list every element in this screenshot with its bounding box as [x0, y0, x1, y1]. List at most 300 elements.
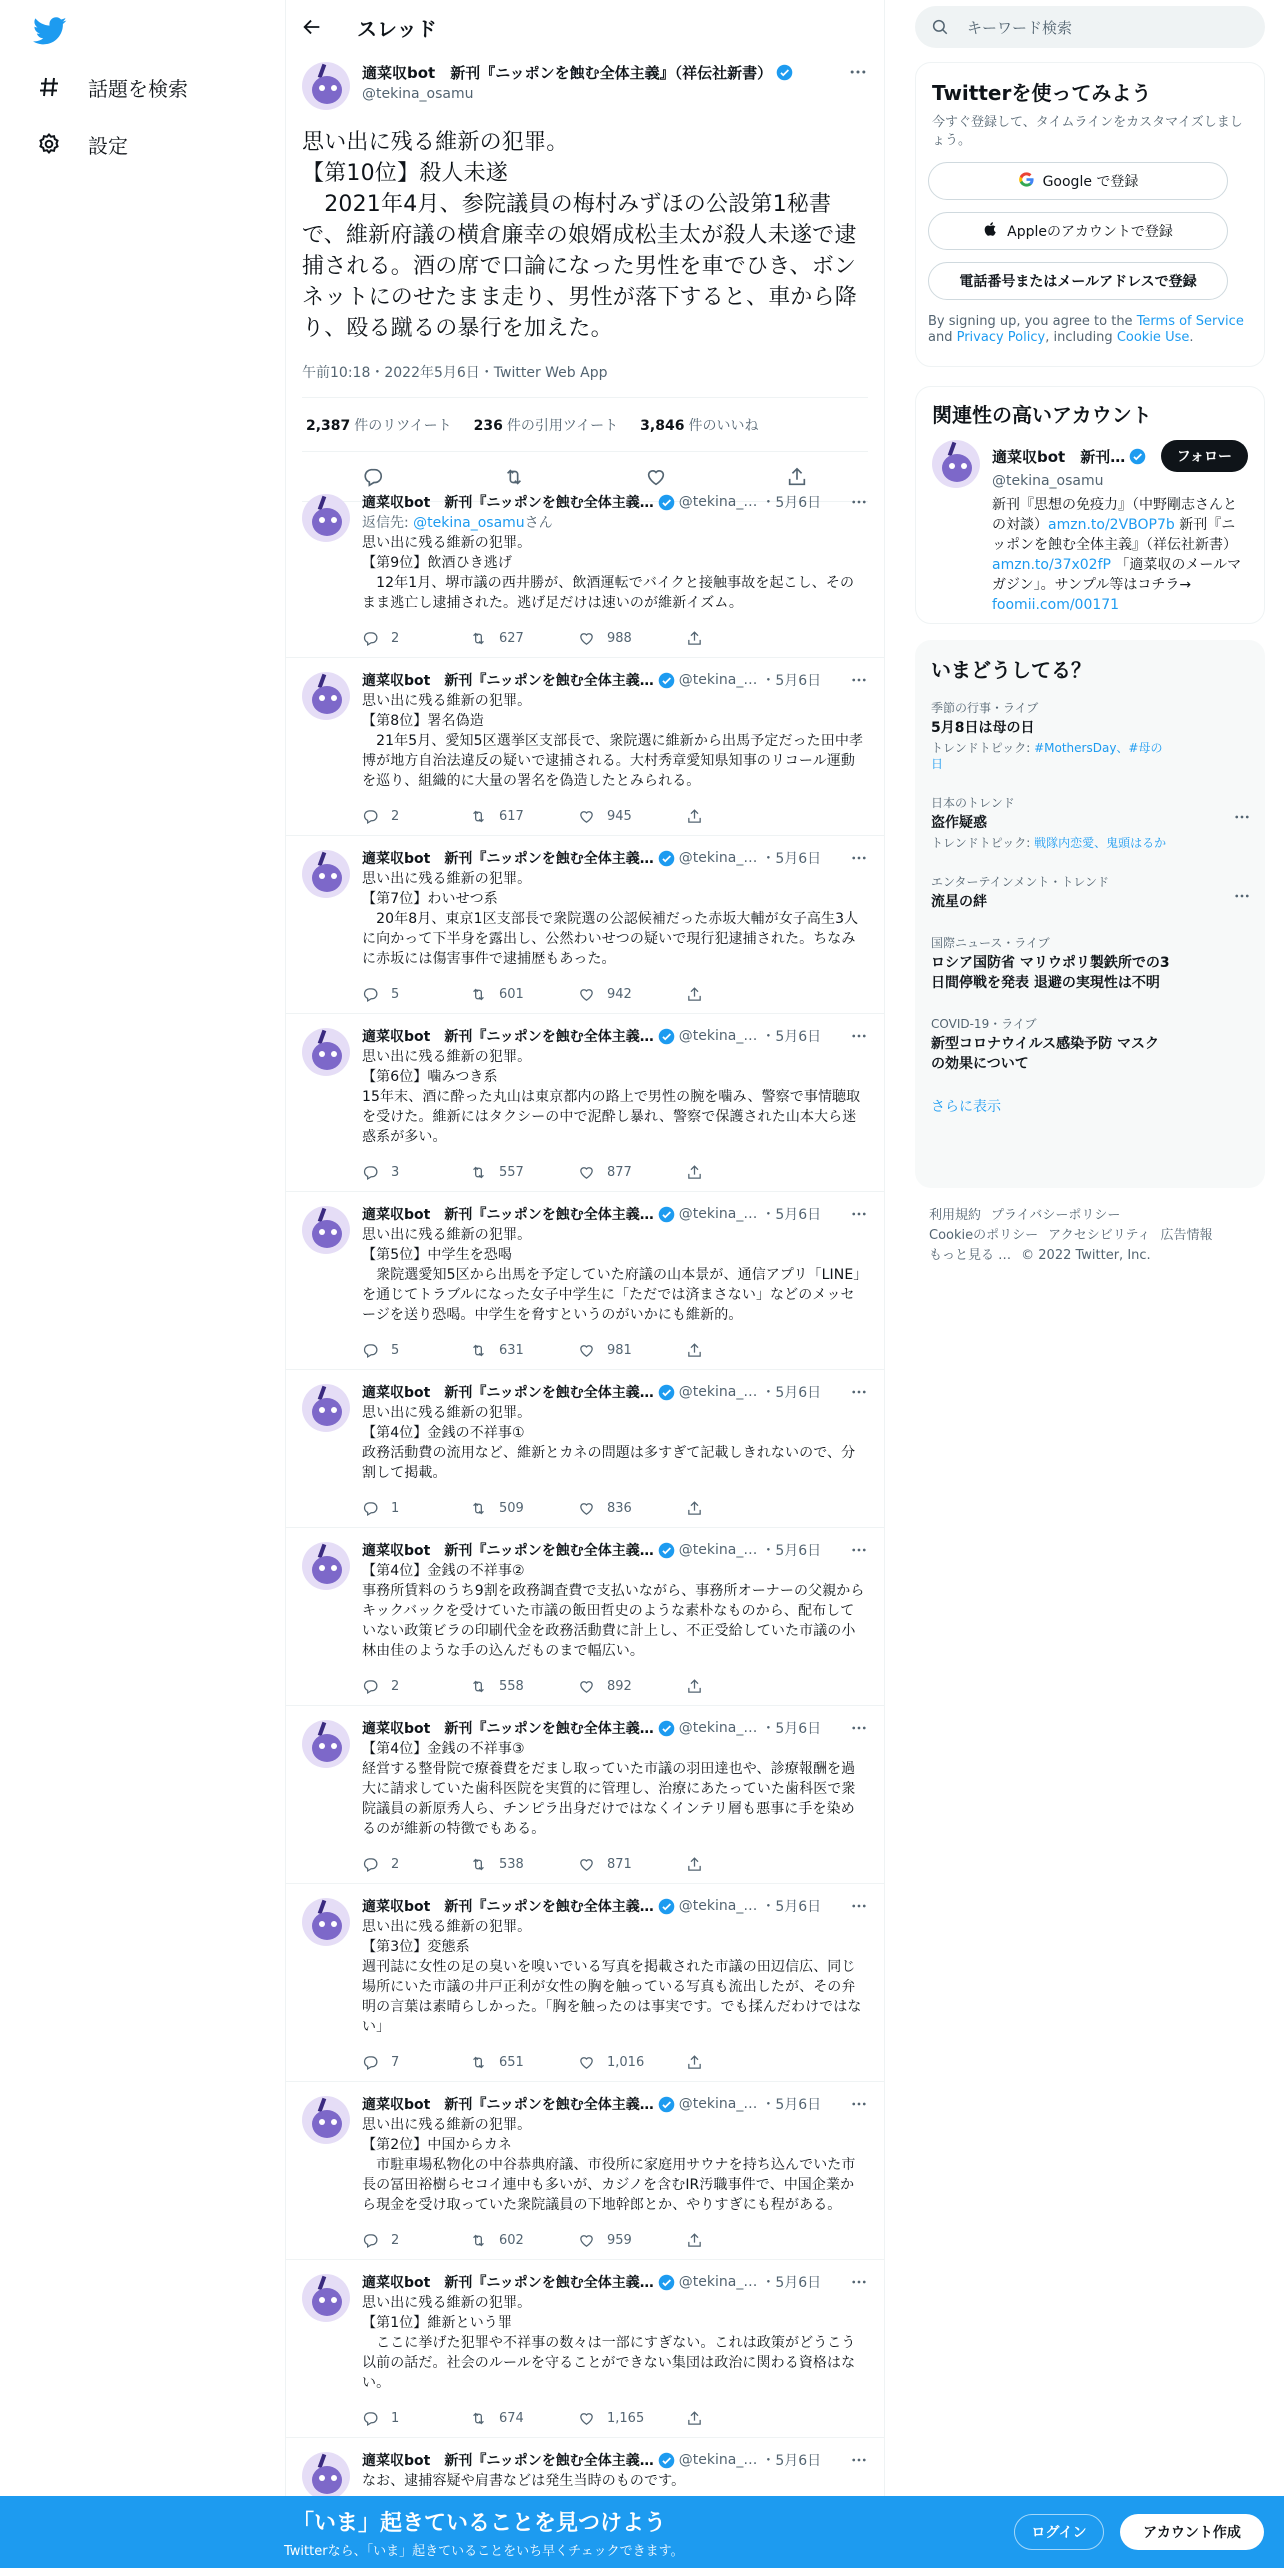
- reply-tweet[interactable]: [286, 2260, 884, 2438]
- reply-timestamp[interactable]: ・5月6日: [761, 1543, 822, 1559]
- share-icon: [686, 2410, 703, 2427]
- footer-accessibility[interactable]: アクセシビリティ: [1048, 1228, 1151, 1243]
- like-count: 1,016: [607, 2054, 645, 2070]
- main-tweet: [286, 56, 884, 502]
- retweet-count: 557: [499, 1164, 524, 1180]
- reply-button[interactable]: [362, 2054, 470, 2071]
- trend-name: 新型コロナウイルス感染予防 マスクの効果について: [931, 1036, 1160, 1072]
- related-account-name[interactable]: 適菜収bot 新刊…: [992, 446, 1161, 467]
- retweet-icon: [470, 2054, 487, 2071]
- search-input[interactable]: [915, 6, 1265, 48]
- tweet-stats: [302, 398, 868, 452]
- reply-count: 1: [391, 2410, 400, 2426]
- retweet-count: 602: [499, 2232, 524, 2248]
- verified-badge-icon: [658, 1384, 675, 1401]
- retweet-count: 538: [499, 1856, 524, 1872]
- page-title: スレッド: [357, 16, 437, 41]
- retweet-button[interactable]: [470, 1856, 578, 1873]
- like-button[interactable]: [578, 1500, 686, 1517]
- avatar[interactable]: [932, 440, 980, 488]
- nav-explore[interactable]: [36, 67, 188, 107]
- retweet-button[interactable]: [470, 1678, 578, 1695]
- related-account[interactable]: [916, 428, 1264, 631]
- reply-actions: [362, 1489, 868, 1527]
- reply-timestamp[interactable]: ・5月6日: [761, 1385, 822, 1401]
- share-icon: [686, 1856, 703, 1873]
- reply-to-handle[interactable]: @tekina_osamu: [413, 515, 525, 531]
- avatar[interactable]: [302, 2274, 350, 2322]
- follow-button[interactable]: フォロー: [1161, 440, 1248, 472]
- reply-count: 5: [391, 1342, 400, 1358]
- trend-item[interactable]: [915, 699, 1265, 772]
- tweet-text: 思い出に残る維新の犯罪。 【第10位】殺人未遂 2021年4月、参院議員の梅村みずほの公設第1秘書で、維新府議の横倉廉幸の娘婿成松圭太が殺人未遂で逮捕される。酒の席で口論になった男性を車でひき、ボンネットにのせたまま走り、男性が落下すると、車から降り、殴る蹴るの暴行を加えた。: [302, 130, 858, 341]
- reply-author-handle[interactable]: @tekina_…: [678, 2096, 758, 2112]
- related-title: 関連性の高いアカウント: [932, 403, 1152, 427]
- footer-more[interactable]: もっと見る …: [929, 1248, 1012, 1263]
- reply-timestamp[interactable]: ・5月6日: [761, 851, 822, 867]
- phone-signup-button[interactable]: [928, 262, 1228, 300]
- reply-count: 2: [391, 2232, 400, 2248]
- apple-logo-icon: [983, 221, 999, 241]
- reply-timestamp[interactable]: ・5月6日: [761, 2097, 822, 2113]
- google-signup-label: Google で登録: [1042, 174, 1139, 190]
- trend-name: 盗作疑惑: [931, 815, 987, 831]
- reply-text: 思い出に残る維新の犯罪。 【第4位】金銭の不祥事① 政務活動費の流用など、維新とカネの問題は多すぎて記載しきれないので、分割して掲載。: [362, 1405, 856, 1481]
- reply-timestamp[interactable]: ・5月6日: [761, 495, 822, 511]
- like-count: 988: [607, 630, 632, 646]
- reply-icon: [362, 1500, 379, 1517]
- more-options-icon[interactable]: [850, 671, 868, 689]
- like-button[interactable]: [578, 1678, 686, 1695]
- trend-item[interactable]: [915, 1015, 1265, 1074]
- retweet-button[interactable]: [470, 2054, 578, 2071]
- retweet-count: 509: [499, 1500, 524, 1516]
- trend-name: 5月8日は母の日: [931, 720, 1035, 736]
- reply-actions: [362, 619, 868, 657]
- retweet-button[interactable]: [470, 2410, 578, 2427]
- like-count[interactable]: 3,846 件のいいね: [640, 417, 759, 434]
- trend-name: ロシア国防省 マリウポリ製鉄所での3日間停戦を発表 退避の実現性は不明: [931, 955, 1170, 991]
- left-nav: [0, 0, 284, 2568]
- like-icon: [578, 1342, 595, 1359]
- gear-icon: [36, 131, 62, 157]
- reply-icon: [362, 2054, 379, 2071]
- share-button[interactable]: [686, 1164, 794, 1181]
- more-options-icon[interactable]: [850, 2095, 868, 2113]
- back-arrow-icon[interactable]: [301, 16, 323, 38]
- like-count: 1,165: [607, 2410, 645, 2426]
- search-icon: [931, 18, 949, 36]
- like-icon: [578, 2410, 595, 2427]
- reply-actions: [362, 1153, 868, 1191]
- reply-author-name[interactable]: 適菜収bot 新刊『ニッポンを蝕む全体主義…: [362, 2275, 654, 2291]
- more-options-icon[interactable]: [850, 1897, 868, 1915]
- show-more-link[interactable]: さらに表示: [931, 1099, 1001, 1115]
- retweet-button[interactable]: [470, 2232, 578, 2249]
- retweet-icon: [470, 1164, 487, 1181]
- reply-author-name[interactable]: 適菜収bot 新刊『ニッポンを蝕む全体主義…: [362, 1029, 654, 1045]
- share-button[interactable]: [686, 630, 794, 647]
- reply-author-handle[interactable]: @tekina_…: [678, 2274, 758, 2290]
- verified-badge-icon: [658, 1206, 675, 1223]
- bio-link-3[interactable]: foomii.com/00171: [992, 597, 1120, 613]
- more-options-icon[interactable]: [850, 2451, 868, 2469]
- more-options-icon[interactable]: [850, 1541, 868, 1559]
- verified-badge-icon: [658, 2096, 675, 2113]
- related-account-bio: 新刊『思想の免疫力』（中野剛志さんとの対談）amzn.to/2VBOP7b 新刊『ニッポンを蝕む全体主義』（祥伝社新書）amzn.to/37x02fP 「適菜収のメールマガジン」。サンプル等はコチラ→ foomii.com/00171: [992, 497, 1242, 613]
- author-name[interactable]: 適菜収bot 新刊『ニッポンを蝕む全体主義』（祥伝社新書）: [362, 62, 848, 83]
- retweet-count[interactable]: 2,387 件のリツイート: [306, 417, 452, 434]
- reply-actions: [362, 2221, 868, 2259]
- reply-actions: [362, 2043, 868, 2081]
- avatar[interactable]: [302, 1720, 350, 1768]
- reply-timestamp[interactable]: ・5月6日: [761, 1899, 822, 1915]
- reply-list: [286, 480, 884, 2536]
- trend-category: 日本のトレンド: [931, 796, 1015, 810]
- reply-timestamp[interactable]: ・5月6日: [761, 1207, 822, 1223]
- verified-badge-icon: [658, 672, 675, 689]
- more-options-icon[interactable]: [848, 62, 868, 82]
- reply-author-name[interactable]: 適菜収bot 新刊『ニッポンを蝕む全体主義…: [362, 1385, 654, 1401]
- reply-author-handle[interactable]: @tekina_…: [678, 1384, 758, 1400]
- like-icon: [578, 1164, 595, 1181]
- reply-button[interactable]: [362, 2410, 470, 2427]
- related-accounts-panel: [915, 386, 1265, 624]
- reply-tweet[interactable]: [286, 836, 884, 1014]
- reply-tweet[interactable]: [286, 1370, 884, 1528]
- reply-author-handle[interactable]: @tekina_…: [678, 1898, 758, 1914]
- like-icon: [578, 1678, 595, 1695]
- like-button[interactable]: [578, 986, 686, 1003]
- reply-text: 思い出に残る維新の犯罪。 【第3位】変態系 週刊誌に女性の足の臭いを嗅いでいる写真を掲載された市議の田辺信広、同じ場所にいた市議の井戸正利が女性の胸を触っている写真も流出したが、その弁明の言葉は素晴らしかった。「胸を触ったのは事実です。でも揉んだわけではない」: [362, 1919, 862, 2035]
- banner-title: 「いま」起きていることを見つけよう: [292, 2511, 667, 2536]
- verified-badge-icon: [658, 1028, 675, 1045]
- like-button[interactable]: [578, 630, 686, 647]
- like-count: 981: [607, 1342, 632, 1358]
- bio-link-2[interactable]: amzn.to/37x02fP: [992, 557, 1111, 573]
- share-icon: [686, 1500, 703, 1517]
- like-button[interactable]: [578, 808, 686, 825]
- like-count: 877: [607, 1164, 632, 1180]
- share-icon: [686, 2232, 703, 2249]
- reply-icon: [362, 986, 379, 1003]
- nav-settings-label: 設定: [88, 133, 128, 158]
- retweet-icon: [470, 808, 487, 825]
- cookie-link[interactable]: Cookie Use: [1116, 330, 1190, 345]
- share-button[interactable]: [686, 2054, 794, 2071]
- reply-button[interactable]: [362, 1500, 470, 1517]
- avatar[interactable]: [302, 62, 350, 110]
- avatar[interactable]: [302, 2096, 350, 2144]
- thread-header: [286, 0, 884, 54]
- more-options-icon[interactable]: [1233, 808, 1251, 826]
- retweet-count: 558: [499, 1678, 524, 1694]
- nav-explore-label: 話題を検索: [88, 76, 188, 101]
- share-button[interactable]: [686, 986, 794, 1003]
- reply-author-name[interactable]: 適菜収bot 新刊『ニッポンを蝕む全体主義…: [362, 2097, 654, 2113]
- more-options-icon[interactable]: [850, 1383, 868, 1401]
- avatar[interactable]: [302, 1028, 350, 1076]
- google-signup-button[interactable]: [928, 162, 1228, 200]
- reply-text: 思い出に残る維新の犯罪。 【第5位】中学生を恐喝 衆院選愛知5区から出馬を予定していた府議の山本景が、通信アプリ「LINE」を通じてトラブルになった女子中学生に「ただでは済まさない」などのメッセージを送り恐喝。中学生を脅すというのがいかにも維新的。: [362, 1227, 868, 1323]
- like-count: 836: [607, 1500, 632, 1516]
- retweet-button[interactable]: [470, 986, 578, 1003]
- share-icon: [686, 808, 703, 825]
- reply-count: 2: [391, 1856, 400, 1872]
- reply-text: 思い出に残る維新の犯罪。 【第6位】噛みつき系 15年末、酒に酔った丸山は東京都内の路上で男性の腕を噛み、警察で事情聴取を受けた。維新にはタクシーの中で泥酔し暴れ、警察で保護された山本大ら迷惑系が多い。: [362, 1049, 861, 1145]
- reply-text: なお、逮捕容疑や肩書などは発生当時のものです。: [362, 2473, 686, 2489]
- trend-category: 季節の行事・ライブ: [931, 701, 1039, 715]
- reply-author-name[interactable]: 適菜収bot 新刊『ニッポンを蝕む全体主義…: [362, 2453, 654, 2469]
- retweet-count: 627: [499, 630, 524, 646]
- trend-item[interactable]: [915, 934, 1265, 993]
- more-options-icon[interactable]: [850, 2273, 868, 2291]
- phone-signup-label: 電話番号またはメールアドレスで登録: [959, 274, 1197, 290]
- retweet-icon: [470, 2410, 487, 2427]
- reply-icon: [362, 1856, 379, 1873]
- like-icon: [578, 2232, 595, 2249]
- apple-signup-button[interactable]: [928, 212, 1228, 250]
- retweet-count: 674: [499, 2410, 524, 2426]
- reply-text: 【第4位】金銭の不祥事② 事務所賃料のうち9割を政務調査費で支払いながら、事務所オーナーの父親からキックバックを受けていた市議の飯田哲史のような素朴なものから、配布していない政策ビラの印刷代金を政務活動費に計上し、不正受給していた市議の小林由佳のような手の込んだものまで幅広い。: [362, 1563, 865, 1659]
- like-count: 892: [607, 1678, 632, 1694]
- reply-author-name[interactable]: 適菜収bot 新刊『ニッポンを蝕む全体主義…: [362, 495, 654, 511]
- reply-author-handle[interactable]: @tekina_…: [678, 1206, 758, 1222]
- trend-item[interactable]: [915, 873, 1265, 912]
- like-icon: [578, 808, 595, 825]
- reply-author-handle[interactable]: @tekina_…: [678, 850, 758, 866]
- reply-text: 思い出に残る維新の犯罪。 【第1位】維新という罪 ここに挙げた犯罪や不祥事の数々は一部にすぎない。これは政策がどうこう以前の話だ。社会のルールを守ることができない集団は政治に関わる資格はない。: [362, 2295, 856, 2391]
- reply-text: 思い出に残る維新の犯罪。 【第7位】わいせつ系 20年8月、東京1区支部長で衆院選の公認候補だった赤坂大輔が女子高生3人に向かって下半身を露出し、公然わいせつの疑いで現行犯逮捕された。ちなみに赤坂には傷害事件で逮捕歴もあった。: [362, 871, 859, 967]
- reply-tweet[interactable]: [286, 1884, 884, 2082]
- footer-privacy[interactable]: プライバシーポリシー: [991, 1208, 1121, 1223]
- verified-badge-icon: [658, 494, 675, 511]
- reply-actions: [362, 1331, 868, 1369]
- reply-text: 思い出に残る維新の犯罪。 【第9位】飲酒ひき逃げ 12年1月、堺市議の西井勝が、飲酒運転でバイクと接触事故を起こし、そのまま逃亡し逮捕された。逃げ足だけは速いのが維新イズム。: [362, 535, 855, 611]
- share-icon: [686, 2054, 703, 2071]
- trend-topics: トレンドトピック: #MothersDay、#母の日: [931, 741, 1163, 771]
- like-count: 945: [607, 808, 632, 824]
- reply-author-name[interactable]: 適菜収bot 新刊『ニッポンを蝕む全体主義…: [362, 1207, 654, 1223]
- reply-tweet[interactable]: [286, 1014, 884, 1192]
- retweet-button[interactable]: [470, 808, 578, 825]
- share-button[interactable]: [686, 1342, 794, 1359]
- retweet-button[interactable]: [470, 1164, 578, 1181]
- more-options-icon[interactable]: [850, 1719, 868, 1737]
- share-icon: [686, 1342, 703, 1359]
- avatar[interactable]: [302, 1898, 350, 1946]
- share-button[interactable]: [686, 1500, 794, 1517]
- avatar[interactable]: [302, 2452, 350, 2500]
- like-icon: [578, 986, 595, 1003]
- reply-button[interactable]: [362, 1164, 470, 1181]
- reply-timestamp[interactable]: ・5月6日: [761, 1029, 822, 1045]
- reply-timestamp[interactable]: ・5月6日: [761, 2453, 822, 2469]
- retweet-count: 631: [499, 1342, 524, 1358]
- reply-actions: [362, 1845, 868, 1883]
- reply-button[interactable]: [362, 1856, 470, 1873]
- more-options-icon[interactable]: [850, 493, 868, 511]
- reply-timestamp[interactable]: ・5月6日: [761, 2275, 822, 2291]
- twitter-logo-icon[interactable]: [33, 14, 67, 48]
- login-banner: [0, 2496, 1284, 2568]
- retweet-icon: [470, 630, 487, 647]
- like-button[interactable]: [578, 2054, 686, 2071]
- trend-item[interactable]: [915, 794, 1265, 851]
- retweet-icon: [470, 1500, 487, 1517]
- avatar[interactable]: [302, 1542, 350, 1590]
- retweet-button[interactable]: [470, 1500, 578, 1517]
- like-button[interactable]: [578, 2410, 686, 2427]
- terms-link[interactable]: Terms of Service: [1136, 314, 1244, 329]
- footer-ads[interactable]: 広告情報: [1160, 1228, 1213, 1243]
- signup-legal: By signing up, you agree to the Terms of Service and Privacy Policy, including Cookie Use.: [928, 314, 1244, 345]
- reply-tweet[interactable]: [286, 480, 884, 658]
- author-handle[interactable]: @tekina_osamu: [362, 86, 474, 102]
- reply-button[interactable]: [362, 1342, 470, 1359]
- reply-icon: [362, 2410, 379, 2427]
- retweet-icon: [470, 1342, 487, 1359]
- signup-title: Twitterを使ってみよう: [932, 81, 1152, 105]
- reply-count: 2: [391, 808, 400, 824]
- retweet-count: 651: [499, 2054, 524, 2070]
- share-button[interactable]: [686, 2232, 794, 2249]
- signup-button[interactable]: アカウント作成: [1120, 2514, 1264, 2550]
- reply-author-name[interactable]: 適菜収bot 新刊『ニッポンを蝕む全体主義…: [362, 1721, 654, 1737]
- more-options-icon[interactable]: [850, 849, 868, 867]
- like-icon: [578, 630, 595, 647]
- nav-settings[interactable]: [36, 124, 128, 164]
- share-button[interactable]: [686, 808, 794, 825]
- retweet-count: 601: [499, 986, 524, 1002]
- like-icon: [578, 1856, 595, 1873]
- privacy-link[interactable]: Privacy Policy: [956, 330, 1046, 345]
- reply-author-handle[interactable]: @tekina_…: [678, 672, 758, 688]
- login-button[interactable]: ログイン: [1014, 2514, 1104, 2550]
- share-button[interactable]: [686, 2410, 794, 2427]
- avatar[interactable]: [302, 1384, 350, 1432]
- reply-author-name[interactable]: 適菜収bot 新刊『ニッポンを蝕む全体主義…: [362, 1899, 654, 1915]
- reply-icon: [362, 2232, 379, 2249]
- quote-count[interactable]: 236 件の引用ツイート: [473, 417, 619, 434]
- retweet-icon: [470, 1678, 487, 1695]
- reply-icon: [362, 1164, 379, 1181]
- verified-badge-icon: [658, 2274, 675, 2291]
- reply-tweet[interactable]: [286, 1706, 884, 1884]
- trends-panel: [915, 640, 1265, 1188]
- avatar[interactable]: [302, 850, 350, 898]
- trend-name: 流星の絆: [931, 894, 987, 910]
- more-options-icon[interactable]: [850, 1205, 868, 1223]
- trend-topics: トレンドトピック: 戦隊内恋愛、鬼頭はるか: [931, 836, 1167, 850]
- bio-link-1[interactable]: amzn.to/2VBOP7b: [1048, 517, 1175, 533]
- trend-topic-link[interactable]: 戦隊内恋愛、鬼頭はるか: [1034, 836, 1167, 850]
- share-button[interactable]: [686, 1678, 794, 1695]
- footer-copyright: © 2022 Twitter, Inc.: [1021, 1248, 1151, 1263]
- verified-badge-icon: [1129, 448, 1146, 465]
- reply-tweet[interactable]: [286, 658, 884, 836]
- reply-tweet[interactable]: [286, 2082, 884, 2260]
- like-button[interactable]: [578, 1342, 686, 1359]
- avatar[interactable]: [302, 672, 350, 720]
- reply-timestamp[interactable]: ・5月6日: [761, 1721, 822, 1737]
- banner-subtitle: Twitterなら、「いま」起きていることをいち早くチェックできます。: [284, 2544, 684, 2559]
- related-account-handle[interactable]: @tekina_osamu: [992, 473, 1104, 489]
- like-button[interactable]: [578, 1164, 686, 1181]
- reply-actions: [362, 797, 868, 835]
- reply-timestamp[interactable]: ・5月6日: [761, 673, 822, 689]
- retweet-icon: [470, 986, 487, 1003]
- hashtag-icon: [36, 74, 62, 100]
- reply-author-handle[interactable]: @tekina_…: [678, 1028, 758, 1044]
- signup-panel: [915, 62, 1265, 367]
- footer-terms[interactable]: 利用規約: [929, 1208, 982, 1223]
- verified-badge-icon: [658, 1542, 675, 1559]
- reply-author-handle[interactable]: @tekina_…: [678, 1720, 758, 1736]
- reply-tweet[interactable]: [286, 1192, 884, 1370]
- reply-author-handle[interactable]: @tekina_…: [678, 494, 758, 510]
- share-icon: [686, 986, 703, 1003]
- reply-button[interactable]: [362, 2232, 470, 2249]
- reply-button[interactable]: [362, 630, 470, 647]
- like-count: 871: [607, 1856, 632, 1872]
- reply-count: 5: [391, 986, 400, 1002]
- like-button[interactable]: [578, 2232, 686, 2249]
- more-options-icon[interactable]: [850, 1027, 868, 1045]
- reply-count: 2: [391, 1678, 400, 1694]
- like-count: 942: [607, 986, 632, 1002]
- retweet-button[interactable]: [470, 1342, 578, 1359]
- reply-count: 1: [391, 1500, 400, 1516]
- more-options-icon[interactable]: [1233, 887, 1251, 905]
- reply-button[interactable]: [362, 1678, 470, 1695]
- main-column: [285, 0, 885, 2568]
- trend-category: 国際ニュース・ライブ: [931, 936, 1050, 950]
- reply-text: 【第4位】金銭の不祥事③ 経営する整骨院で療養費をだまし取っていた市議の羽田達也や、診療報酬を過大に請求していた歯科医院を実質的に管理し、治療にあたっていた歯科医で衆院議員の新原秀人ら、チンピラ出身だけではなくインテリ層も悪事に手を染めるのが維新の特徴でもある。: [362, 1741, 856, 1837]
- like-icon: [578, 2054, 595, 2071]
- reply-author-handle[interactable]: @tekina_…: [678, 2452, 758, 2468]
- avatar[interactable]: [302, 1206, 350, 1254]
- footer-cookie[interactable]: Cookieのポリシー: [929, 1228, 1039, 1243]
- signup-subtitle: 今すぐ登録して、タイムラインをカスタマイズしましょう。: [932, 115, 1243, 148]
- tweet-timestamp[interactable]: 午前10:18・2022年5月6日・Twitter Web App: [302, 362, 868, 398]
- reply-count: 2: [391, 630, 400, 646]
- reply-icon: [362, 808, 379, 825]
- reply-author-name[interactable]: 適菜収bot 新刊『ニッポンを蝕む全体主義…: [362, 1543, 654, 1559]
- retweet-icon: [470, 2232, 487, 2249]
- reply-author-name[interactable]: 適菜収bot 新刊『ニッポンを蝕む全体主義…: [362, 673, 654, 689]
- like-button[interactable]: [578, 1856, 686, 1873]
- trends-title: いまどうしてる？: [931, 658, 1091, 682]
- reply-author-handle[interactable]: @tekina_…: [678, 1542, 758, 1558]
- google-logo-icon: [1018, 171, 1035, 192]
- reply-tweet[interactable]: [286, 1528, 884, 1706]
- trend-topic-link[interactable]: #MothersDay、#母の日: [931, 741, 1163, 771]
- reply-button[interactable]: [362, 808, 470, 825]
- reply-button[interactable]: [362, 986, 470, 1003]
- reply-actions: [362, 1667, 868, 1705]
- avatar[interactable]: [302, 494, 350, 542]
- share-icon: [686, 1164, 703, 1181]
- reply-actions: [362, 975, 868, 1013]
- retweet-button[interactable]: [470, 630, 578, 647]
- like-icon: [578, 1500, 595, 1517]
- reply-author-name[interactable]: 適菜収bot 新刊『ニッポンを蝕む全体主義…: [362, 851, 654, 867]
- verified-badge-icon: [658, 1720, 675, 1737]
- reply-to-line: 返信先: @tekina_osamuさん: [362, 515, 553, 531]
- share-button[interactable]: [686, 1856, 794, 1873]
- reply-count: 7: [391, 2054, 400, 2070]
